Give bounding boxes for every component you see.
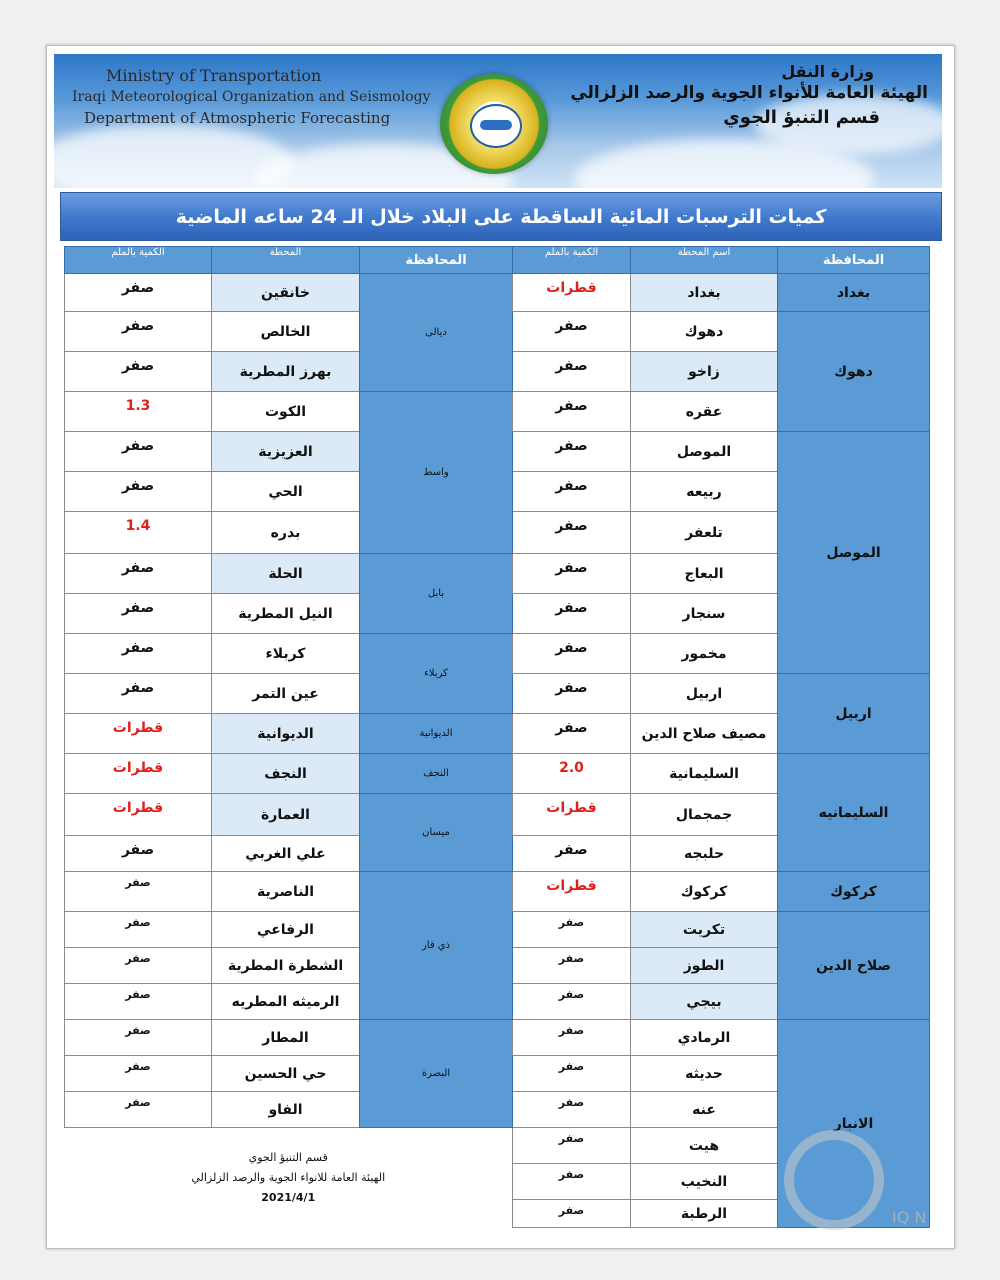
amount-cell: صفر	[65, 554, 212, 594]
amount-cell: صفر	[513, 594, 631, 634]
station-cell: تكريت	[631, 912, 778, 948]
station-cell: النجف	[212, 754, 360, 794]
station-cell: حديثه	[631, 1056, 778, 1092]
organization-logo	[440, 74, 548, 174]
en-ministry: Ministry of Transportation	[106, 66, 322, 85]
station-cell: حلبجه	[631, 836, 778, 872]
station-cell: كركوك	[631, 872, 778, 912]
station-cell: خانقين	[212, 274, 360, 312]
amount-cell: صفر	[513, 1056, 631, 1092]
amount-cell: صفر	[65, 312, 212, 352]
station-cell: السليمانية	[631, 754, 778, 794]
station-cell: ربيعه	[631, 472, 778, 512]
station-cell: عنه	[631, 1092, 778, 1128]
station-cell: العزيزية	[212, 432, 360, 472]
governorate-cell: اربيل	[778, 674, 930, 754]
station-cell: الفاو	[212, 1092, 360, 1128]
station-cell: الرفاعي	[212, 912, 360, 948]
station-cell: النيل المطرية	[212, 594, 360, 634]
table-row	[65, 1020, 930, 1056]
amount-cell: 1.3	[65, 392, 212, 432]
watermark-logo	[784, 1130, 884, 1230]
ar-organization: الهيئة العامة للأنواء الجوية والرصد الزلزالي	[570, 83, 928, 103]
station-cell: الديوانية	[212, 714, 360, 754]
station-cell: الناصرية	[212, 872, 360, 912]
station-cell: بغداد	[631, 274, 778, 312]
table-header-row	[65, 247, 930, 274]
station-cell: الشطرة المطرية	[212, 948, 360, 984]
station-cell: الطوز	[631, 948, 778, 984]
amount-cell: صفر	[65, 1092, 212, 1128]
table-row	[65, 754, 930, 794]
amount-cell: صفر	[65, 472, 212, 512]
precipitation-table	[64, 246, 930, 1228]
station-cell: الحلة	[212, 554, 360, 594]
governorate-cell: بغداد	[778, 274, 930, 312]
amount-cell: صفر	[65, 872, 212, 912]
footer-signature	[65, 1128, 513, 1228]
station-cell: اربيل	[631, 674, 778, 714]
ar-ministry: وزارة النقل	[781, 62, 874, 81]
amount-cell: صفر	[513, 948, 631, 984]
station-cell: الرطبة	[631, 1200, 778, 1228]
station-cell: مصيف صلاح الدين	[631, 714, 778, 754]
station-cell: العمارة	[212, 794, 360, 836]
amount-cell: 1.4	[65, 512, 212, 554]
governorate-cell: كركوك	[778, 872, 930, 912]
amount-cell: صفر	[513, 836, 631, 872]
station-cell: بهرز المطرية	[212, 352, 360, 392]
amount-cell: صفر	[513, 432, 631, 472]
amount-cell: قطرات	[513, 274, 631, 312]
governorate-cell: الديوانية	[360, 714, 513, 754]
amount-cell: صفر	[513, 352, 631, 392]
amount-cell: صفر	[513, 984, 631, 1020]
amount-cell: قطرات	[65, 714, 212, 754]
report-title: كميات الترسبات المائية الساقطة على البلاد خلال الـ 24 ساعه الماضية	[60, 192, 942, 241]
amount-cell: 2.0	[513, 754, 631, 794]
col-header-gov-left: المحافظة	[360, 247, 513, 274]
station-cell: الرمادي	[631, 1020, 778, 1056]
station-cell: بدره	[212, 512, 360, 554]
governorate-cell: النجف	[360, 754, 513, 794]
english-header	[72, 66, 431, 127]
station-cell: البعاج	[631, 554, 778, 594]
amount-cell: صفر	[513, 1164, 631, 1200]
station-cell: جمجمال	[631, 794, 778, 836]
col-header-amount-right: الكمية بالملم	[513, 247, 631, 274]
col-header-station-left: المحطة	[212, 247, 360, 274]
governorate-cell: ديالى	[360, 274, 513, 392]
amount-cell: صفر	[65, 674, 212, 714]
governorate-cell: صلاح الدين	[778, 912, 930, 1020]
station-cell: تلعفر	[631, 512, 778, 554]
amount-cell: صفر	[513, 472, 631, 512]
col-header-gov-right: المحافظة	[778, 247, 930, 274]
amount-cell: صفر	[513, 912, 631, 948]
en-department: Department of Atmospheric Forecasting	[84, 109, 391, 127]
amount-cell: صفر	[65, 1020, 212, 1056]
station-cell: علي الغربي	[212, 836, 360, 872]
table-row	[65, 274, 930, 312]
governorate-cell: دهوك	[778, 312, 930, 432]
governorate-cell: السليمانيه	[778, 754, 930, 872]
amount-cell: صفر	[65, 274, 212, 312]
amount-cell: صفر	[65, 948, 212, 984]
amount-cell: صفر	[513, 512, 631, 554]
amount-cell: صفر	[513, 1020, 631, 1056]
amount-cell: صفر	[513, 634, 631, 674]
amount-cell: صفر	[65, 912, 212, 948]
station-cell: المطار	[212, 1020, 360, 1056]
governorate-cell: كربلاء	[360, 634, 513, 714]
table-row	[65, 872, 930, 912]
station-cell: حي الحسين	[212, 1056, 360, 1092]
amount-cell: صفر	[513, 1128, 631, 1164]
governorate-cell: واسط	[360, 392, 513, 554]
ar-department: قسم التنبؤ الجوي	[723, 107, 880, 128]
footer-dept: قسم التنبؤ الجوي	[248, 1150, 328, 1164]
station-cell: كربلاء	[212, 634, 360, 674]
col-header-amount-left: الكمية بالملم	[65, 247, 212, 274]
station-cell: دهوك	[631, 312, 778, 352]
station-cell: عقره	[631, 392, 778, 432]
station-cell: سنجار	[631, 594, 778, 634]
station-cell: عين التمر	[212, 674, 360, 714]
station-cell: الموصل	[631, 432, 778, 472]
amount-cell: صفر	[513, 674, 631, 714]
amount-cell: صفر	[65, 634, 212, 674]
amount-cell: صفر	[513, 312, 631, 352]
footer-org: الهيئة العامة للانواء الجوية والرصد الزلزالي	[191, 1170, 386, 1184]
amount-cell: صفر	[513, 1200, 631, 1228]
governorate-cell: الانبار	[778, 1020, 930, 1228]
amount-cell: صفر	[65, 352, 212, 392]
amount-cell: صفر	[513, 554, 631, 594]
station-cell: الكوت	[212, 392, 360, 432]
station-cell: الخالص	[212, 312, 360, 352]
station-cell: زاخو	[631, 352, 778, 392]
amount-cell: صفر	[65, 836, 212, 872]
station-cell: النخيب	[631, 1164, 778, 1200]
station-cell: بيجي	[631, 984, 778, 1020]
amount-cell: قطرات	[65, 754, 212, 794]
station-cell: مخمور	[631, 634, 778, 674]
station-cell: الرميثه المطريه	[212, 984, 360, 1020]
amount-cell: قطرات	[513, 794, 631, 836]
governorate-cell: ذي قار	[360, 872, 513, 1020]
governorate-cell: ميسان	[360, 794, 513, 872]
amount-cell: صفر	[513, 392, 631, 432]
amount-cell: قطرات	[65, 794, 212, 836]
governorate-cell: البصرة	[360, 1020, 513, 1128]
amount-cell: صفر	[513, 1092, 631, 1128]
arabic-header	[570, 62, 928, 128]
amount-cell: صفر	[65, 1056, 212, 1092]
en-organization: Iraqi Meteorological Organization and Seismology	[72, 89, 431, 105]
amount-cell: صفر	[65, 432, 212, 472]
governorate-cell: الموصل	[778, 432, 930, 674]
governorate-cell: بابل	[360, 554, 513, 634]
footer-date: 2021/4/1	[261, 1190, 316, 1204]
col-header-station-right: اسم المحطة	[631, 247, 778, 274]
amount-cell: صفر	[513, 714, 631, 754]
station-cell: الحي	[212, 472, 360, 512]
amount-cell: قطرات	[513, 872, 631, 912]
amount-cell: صفر	[65, 984, 212, 1020]
station-cell: هيت	[631, 1128, 778, 1164]
amount-cell: صفر	[65, 594, 212, 634]
watermark-text: IQ N	[892, 1208, 927, 1227]
header-banner	[54, 54, 942, 188]
